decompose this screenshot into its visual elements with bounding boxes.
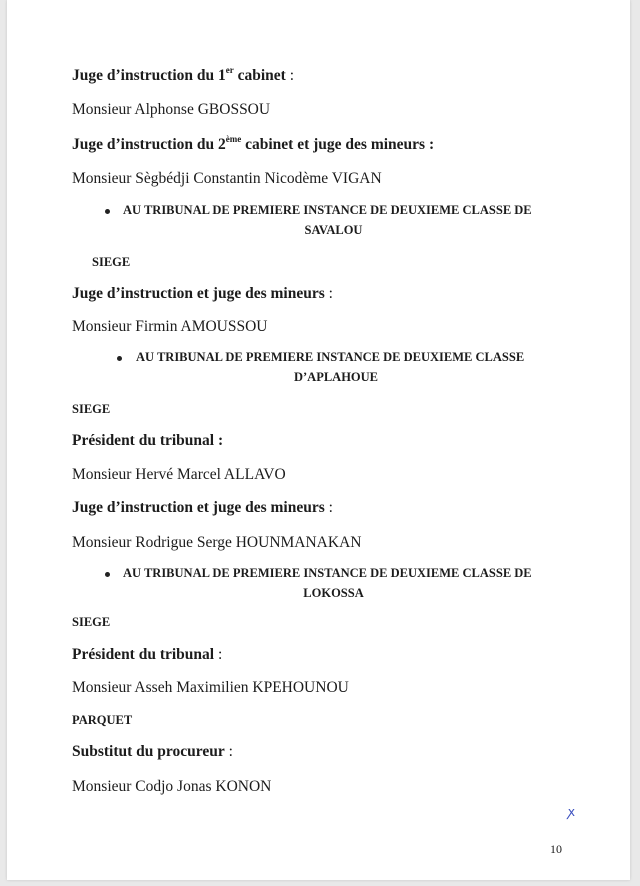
colon: : bbox=[324, 499, 333, 516]
bullet-icon bbox=[105, 572, 110, 577]
siege-label: SIEGE bbox=[92, 255, 131, 269]
colon: : bbox=[224, 743, 233, 760]
handwritten-mark: ꭗ bbox=[568, 805, 575, 820]
tribunal-lokossa-line2: LOKOSSA bbox=[303, 586, 364, 600]
colon: : bbox=[324, 285, 333, 302]
name-allavo: Monsieur Hervé Marcel ALLAVO bbox=[72, 466, 286, 483]
heading-text: Substitut du procureur bbox=[72, 743, 225, 760]
superscript: er bbox=[225, 65, 234, 75]
colon: : bbox=[285, 67, 295, 85]
tribunal-lokossa-line1: AU TRIBUNAL DE PREMIERE INSTANCE DE DEUXIEME CLASSE DE bbox=[123, 566, 532, 580]
name-gbossou: Monsieur Alphonse GBOSSOU bbox=[72, 101, 271, 118]
heading-substitut bbox=[72, 743, 233, 761]
heading-juge-2eme-cabinet bbox=[72, 135, 434, 154]
colon: : bbox=[214, 646, 223, 663]
siege-label: SIEGE bbox=[72, 402, 111, 416]
heading-juge-aplahoue bbox=[72, 499, 333, 517]
heading-text: cabinet et juge des mineurs : bbox=[241, 136, 435, 154]
tribunal-savalou-line1: AU TRIBUNAL DE PREMIERE INSTANCE DE DEUXIEME CLASSE DE bbox=[123, 203, 532, 217]
bullet-icon bbox=[117, 356, 122, 361]
superscript: ème bbox=[225, 134, 242, 144]
heading-text: Juge d’instruction et juge des mineurs bbox=[72, 285, 325, 302]
tribunal-aplahoue-line2: D’APLAHOUE bbox=[293, 370, 379, 384]
page-number: 10 bbox=[550, 842, 562, 856]
name-hounmanakan: Monsieur Rodrigue Serge HOUNMANAKAN bbox=[72, 534, 362, 551]
heading-text: Juge d’instruction du 2 bbox=[72, 136, 226, 154]
heading-text: Président du tribunal bbox=[72, 646, 215, 663]
name-vigan: Monsieur Sègbédji Constantin Nicodème VIGAN bbox=[72, 170, 382, 187]
siege-label: SIEGE bbox=[72, 615, 111, 629]
name-kpehounou: Monsieur Asseh Maximilien KPEHOUNOU bbox=[72, 679, 349, 696]
tribunal-savalou-line2: SAVALOU bbox=[304, 223, 363, 237]
bullet-icon bbox=[105, 209, 110, 214]
heading-president-lokossa bbox=[72, 646, 222, 664]
heading-juge-1er-cabinet bbox=[72, 66, 294, 85]
heading-text: Juge d’instruction et juge des mineurs bbox=[72, 499, 325, 516]
tribunal-aplahoue-line1: AU TRIBUNAL DE PREMIERE INSTANCE DE DEUXIEME CLASSE bbox=[136, 350, 525, 364]
document-page bbox=[7, 0, 630, 880]
heading-president-aplahoue: Président du tribunal : bbox=[72, 432, 224, 449]
name-amoussou: Monsieur Firmin AMOUSSOU bbox=[72, 318, 268, 335]
name-konon: Monsieur Codjo Jonas KONON bbox=[72, 778, 272, 795]
parquet-label: PARQUET bbox=[72, 713, 133, 727]
heading-juge-savalou bbox=[72, 285, 333, 303]
heading-text: cabinet bbox=[233, 67, 286, 85]
heading-text: Juge d’instruction du 1 bbox=[72, 67, 226, 85]
